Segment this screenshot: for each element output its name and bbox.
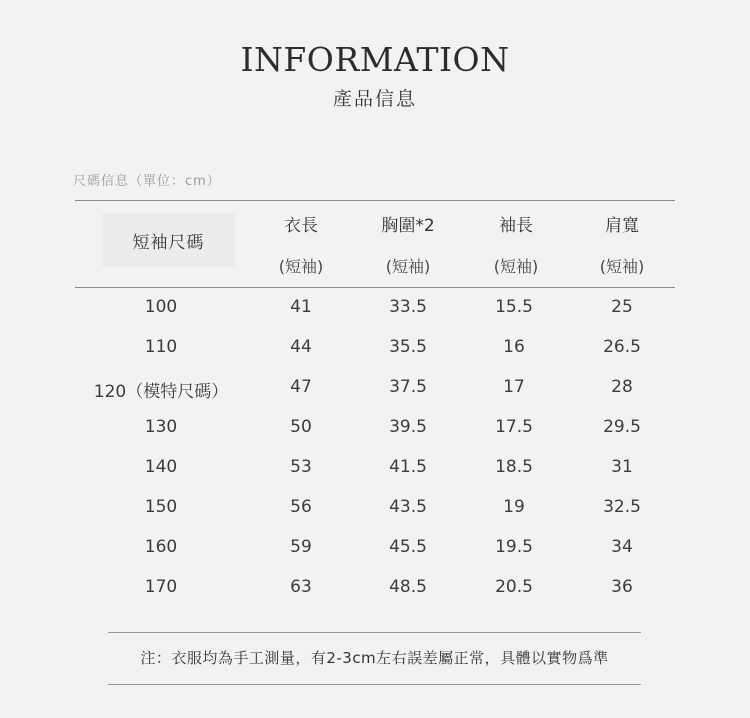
column-header-chest: 胸圍*2 bbox=[381, 216, 435, 236]
table-top-rule bbox=[75, 200, 675, 201]
length-cell: 56 bbox=[290, 497, 312, 517]
sleeve-cell: 16 bbox=[503, 337, 525, 357]
sleeve-cell: 15.5 bbox=[495, 297, 533, 317]
table-header-rule bbox=[75, 287, 675, 288]
column-sub-chest: (短袖) bbox=[385, 257, 431, 276]
chest-cell: 45.5 bbox=[389, 537, 427, 557]
sleeve-cell: 19.5 bbox=[495, 537, 533, 557]
size-cell: 140 bbox=[144, 457, 178, 477]
sleeve-cell: 17.5 bbox=[495, 417, 533, 437]
note-bottom-rule bbox=[108, 684, 641, 685]
column-header-length: 衣長 bbox=[284, 216, 318, 236]
chest-cell: 43.5 bbox=[389, 497, 427, 517]
length-cell: 53 bbox=[290, 457, 312, 477]
length-cell: 47 bbox=[290, 377, 312, 397]
shoulder-cell: 31 bbox=[611, 457, 633, 477]
chest-cell: 41.5 bbox=[389, 457, 427, 477]
length-cell: 44 bbox=[290, 337, 312, 357]
size-cell: 170 bbox=[144, 577, 178, 597]
sleeve-cell: 18.5 bbox=[495, 457, 533, 477]
column-header-sleeve: 袖長 bbox=[499, 216, 533, 236]
length-cell: 41 bbox=[290, 297, 312, 317]
length-cell: 59 bbox=[290, 537, 312, 557]
shoulder-cell: 32.5 bbox=[603, 497, 641, 517]
unit-label: 尺碼信息（單位：cm） bbox=[73, 174, 221, 189]
sleeve-cell: 19 bbox=[503, 497, 525, 517]
length-cell: 50 bbox=[290, 417, 312, 437]
size-cell: 130 bbox=[144, 417, 178, 437]
shoulder-cell: 26.5 bbox=[603, 337, 641, 357]
column-header-shoulder: 肩寬 bbox=[605, 216, 639, 236]
size-column-header: 短袖尺碼 bbox=[102, 213, 235, 267]
chest-cell: 48.5 bbox=[389, 577, 427, 597]
column-sub-sleeve: (短袖) bbox=[493, 257, 539, 276]
size-cell: 150 bbox=[144, 497, 178, 517]
length-cell: 63 bbox=[290, 577, 312, 597]
shoulder-cell: 29.5 bbox=[603, 417, 641, 437]
measurement-note: 注：衣服均為手工測量，有2-3cm左右誤差屬正常，具體以實物爲準 bbox=[140, 649, 609, 667]
sleeve-cell: 17 bbox=[503, 377, 525, 397]
size-cell: 160 bbox=[144, 537, 178, 557]
note-top-rule bbox=[108, 632, 641, 633]
size-cell: 120（模特尺碼） bbox=[93, 382, 229, 402]
shoulder-cell: 34 bbox=[611, 537, 633, 557]
sleeve-cell: 20.5 bbox=[495, 577, 533, 597]
chest-cell: 37.5 bbox=[389, 377, 427, 397]
size-cell: 110 bbox=[144, 337, 178, 357]
shoulder-cell: 28 bbox=[611, 377, 633, 397]
chest-cell: 39.5 bbox=[389, 417, 427, 437]
column-sub-shoulder: (短袖) bbox=[599, 257, 645, 276]
column-sub-length: (短袖) bbox=[278, 257, 324, 276]
page-subtitle: 產品信息 bbox=[332, 88, 417, 110]
chest-cell: 35.5 bbox=[389, 337, 427, 357]
shoulder-cell: 25 bbox=[611, 297, 633, 317]
size-cell: 100 bbox=[144, 297, 178, 317]
chest-cell: 33.5 bbox=[389, 297, 427, 317]
shoulder-cell: 36 bbox=[611, 577, 633, 597]
page-title: INFORMATION bbox=[240, 40, 510, 79]
